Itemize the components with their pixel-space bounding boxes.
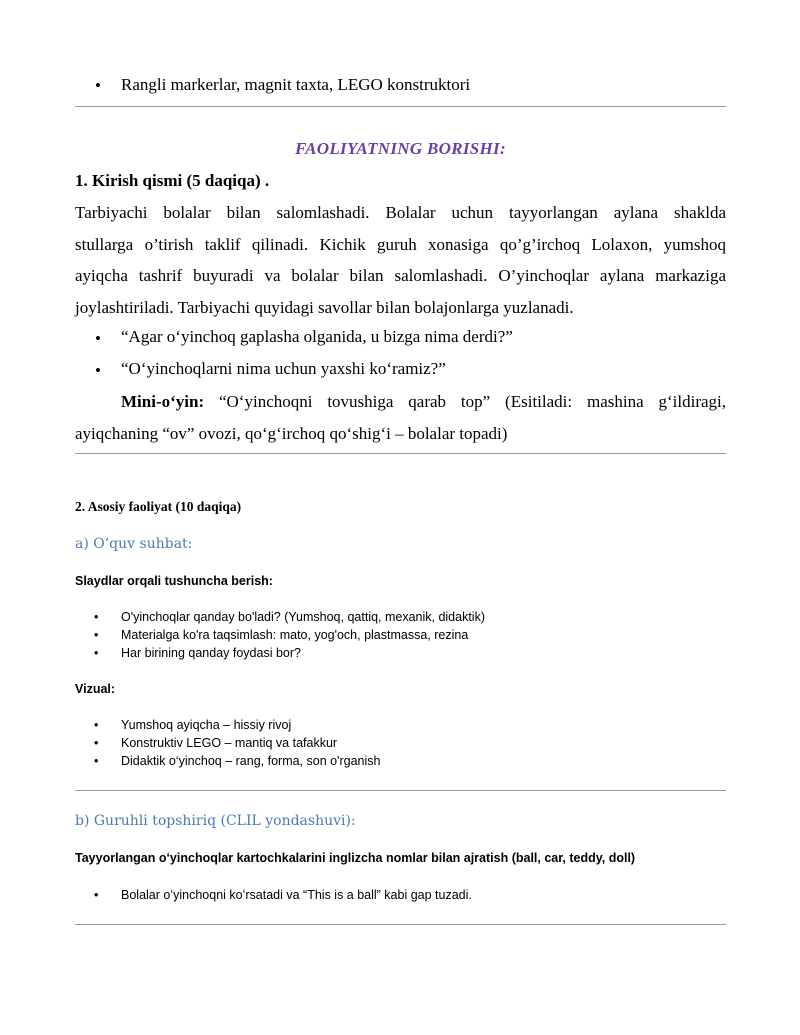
bullet-marker: • xyxy=(95,329,101,348)
mini-game-line: ayiqchaning “ov” ovozi, qo‘g‘irchoq qo‘shig‘i – bolalar topadi) xyxy=(75,423,508,443)
question-item: “Agar o‘yinchoq gaplasha olganida, u bizga nima derdi?” xyxy=(121,327,513,346)
bullet-marker: • xyxy=(94,754,99,768)
slides-item: Materialga ko'ra taqsimlash: mato, yog'och, plastmassa, rezina xyxy=(121,628,469,642)
mini-game-text: “O‘yinchoqni tovushiga qarab top” (Esitiladi: mashina g‘ildiragi, xyxy=(218,392,727,411)
part1-heading: 1. Kirish qismi (5 daqiqa) . xyxy=(75,171,270,190)
paragraph-line: ayiqcha tashrif buyuradi va bolalar bilan salomlashadi. O’yinchoqlar aylana markaziga xyxy=(75,266,726,285)
slides-item: O'yinchoqlar qanday bo'ladi? (Yumshoq, qattiq, mexanik, didaktik) xyxy=(121,610,486,624)
bullet-marker: • xyxy=(95,361,101,380)
question-item: “O‘yinchoqlarni nima uchun yaxshi ko‘ramiz?” xyxy=(121,359,446,378)
part2-heading: 2. Asosiy faoliyat (10 daqiqa) xyxy=(75,499,242,514)
bullet-marker: • xyxy=(94,610,99,624)
paragraph-line: Tarbiyachi bolalar bilan salomlashadi. Bolalar uchun tayyorlangan aylana shaklda xyxy=(75,203,726,222)
paragraph-line: stullarga o’tirish taklif qilinadi. Kichik guruh xonasiga qo’g’irchoq Lolaxon, yumshoq xyxy=(75,234,726,254)
visual-item: Didaktik o‘yinchoq – rang, forma, son o'rganish xyxy=(121,754,381,768)
mini-game-label: Mini-o‘yin: xyxy=(121,392,205,411)
bullet-marker: • xyxy=(95,76,101,95)
bullet-marker: • xyxy=(94,888,99,902)
visual-item: Konstruktiv LEGO – mantiq va tafakkur xyxy=(121,736,338,750)
divider xyxy=(75,106,726,107)
bullet-marker: • xyxy=(94,736,99,750)
bullet-marker: • xyxy=(94,718,99,732)
bullet-marker: • xyxy=(94,628,99,642)
intro-paragraph xyxy=(75,197,726,323)
task-label: Tayyorlangan oʻyinchoqlar kartochkalarini inglizcha nomlar bilan ajratish (ball, car, teddy, doll) xyxy=(75,851,636,865)
mini-game-line xyxy=(75,386,726,418)
visual-item: Yumshoq ayiqcha – hissiy rivoj xyxy=(121,718,292,732)
paragraph-line: joylashtiriladi. Tarbiyachi quyidagi savollar bilan bolajonlarga yuzlanadi. xyxy=(75,297,574,317)
divider xyxy=(75,790,726,791)
materials-list-item: Rangli markerlar, magnit taxta, LEGO konstruktori xyxy=(121,75,471,94)
visual-label: Vizual: xyxy=(75,682,116,696)
subheading-a: a) O‘quv suhbat: xyxy=(75,536,193,552)
bullet-marker: • xyxy=(94,646,99,660)
subheading-b: b) Guruhli topshiriq (CLIL yondashuvi): xyxy=(75,813,356,829)
task-item: Bolalar oʻyinchoqni koʻrsatadi va “This is a ball” kabi gap tuzadi. xyxy=(121,888,472,902)
mini-game-paragraph xyxy=(75,386,726,449)
slides-label: Slaydlar orqali tushuncha berish: xyxy=(75,574,273,588)
divider xyxy=(75,924,726,925)
slides-item: Har birining qanday foydasi bor? xyxy=(121,646,301,660)
section-title: FAOLIYATNING BORISHI: xyxy=(295,139,506,158)
divider xyxy=(75,453,726,454)
